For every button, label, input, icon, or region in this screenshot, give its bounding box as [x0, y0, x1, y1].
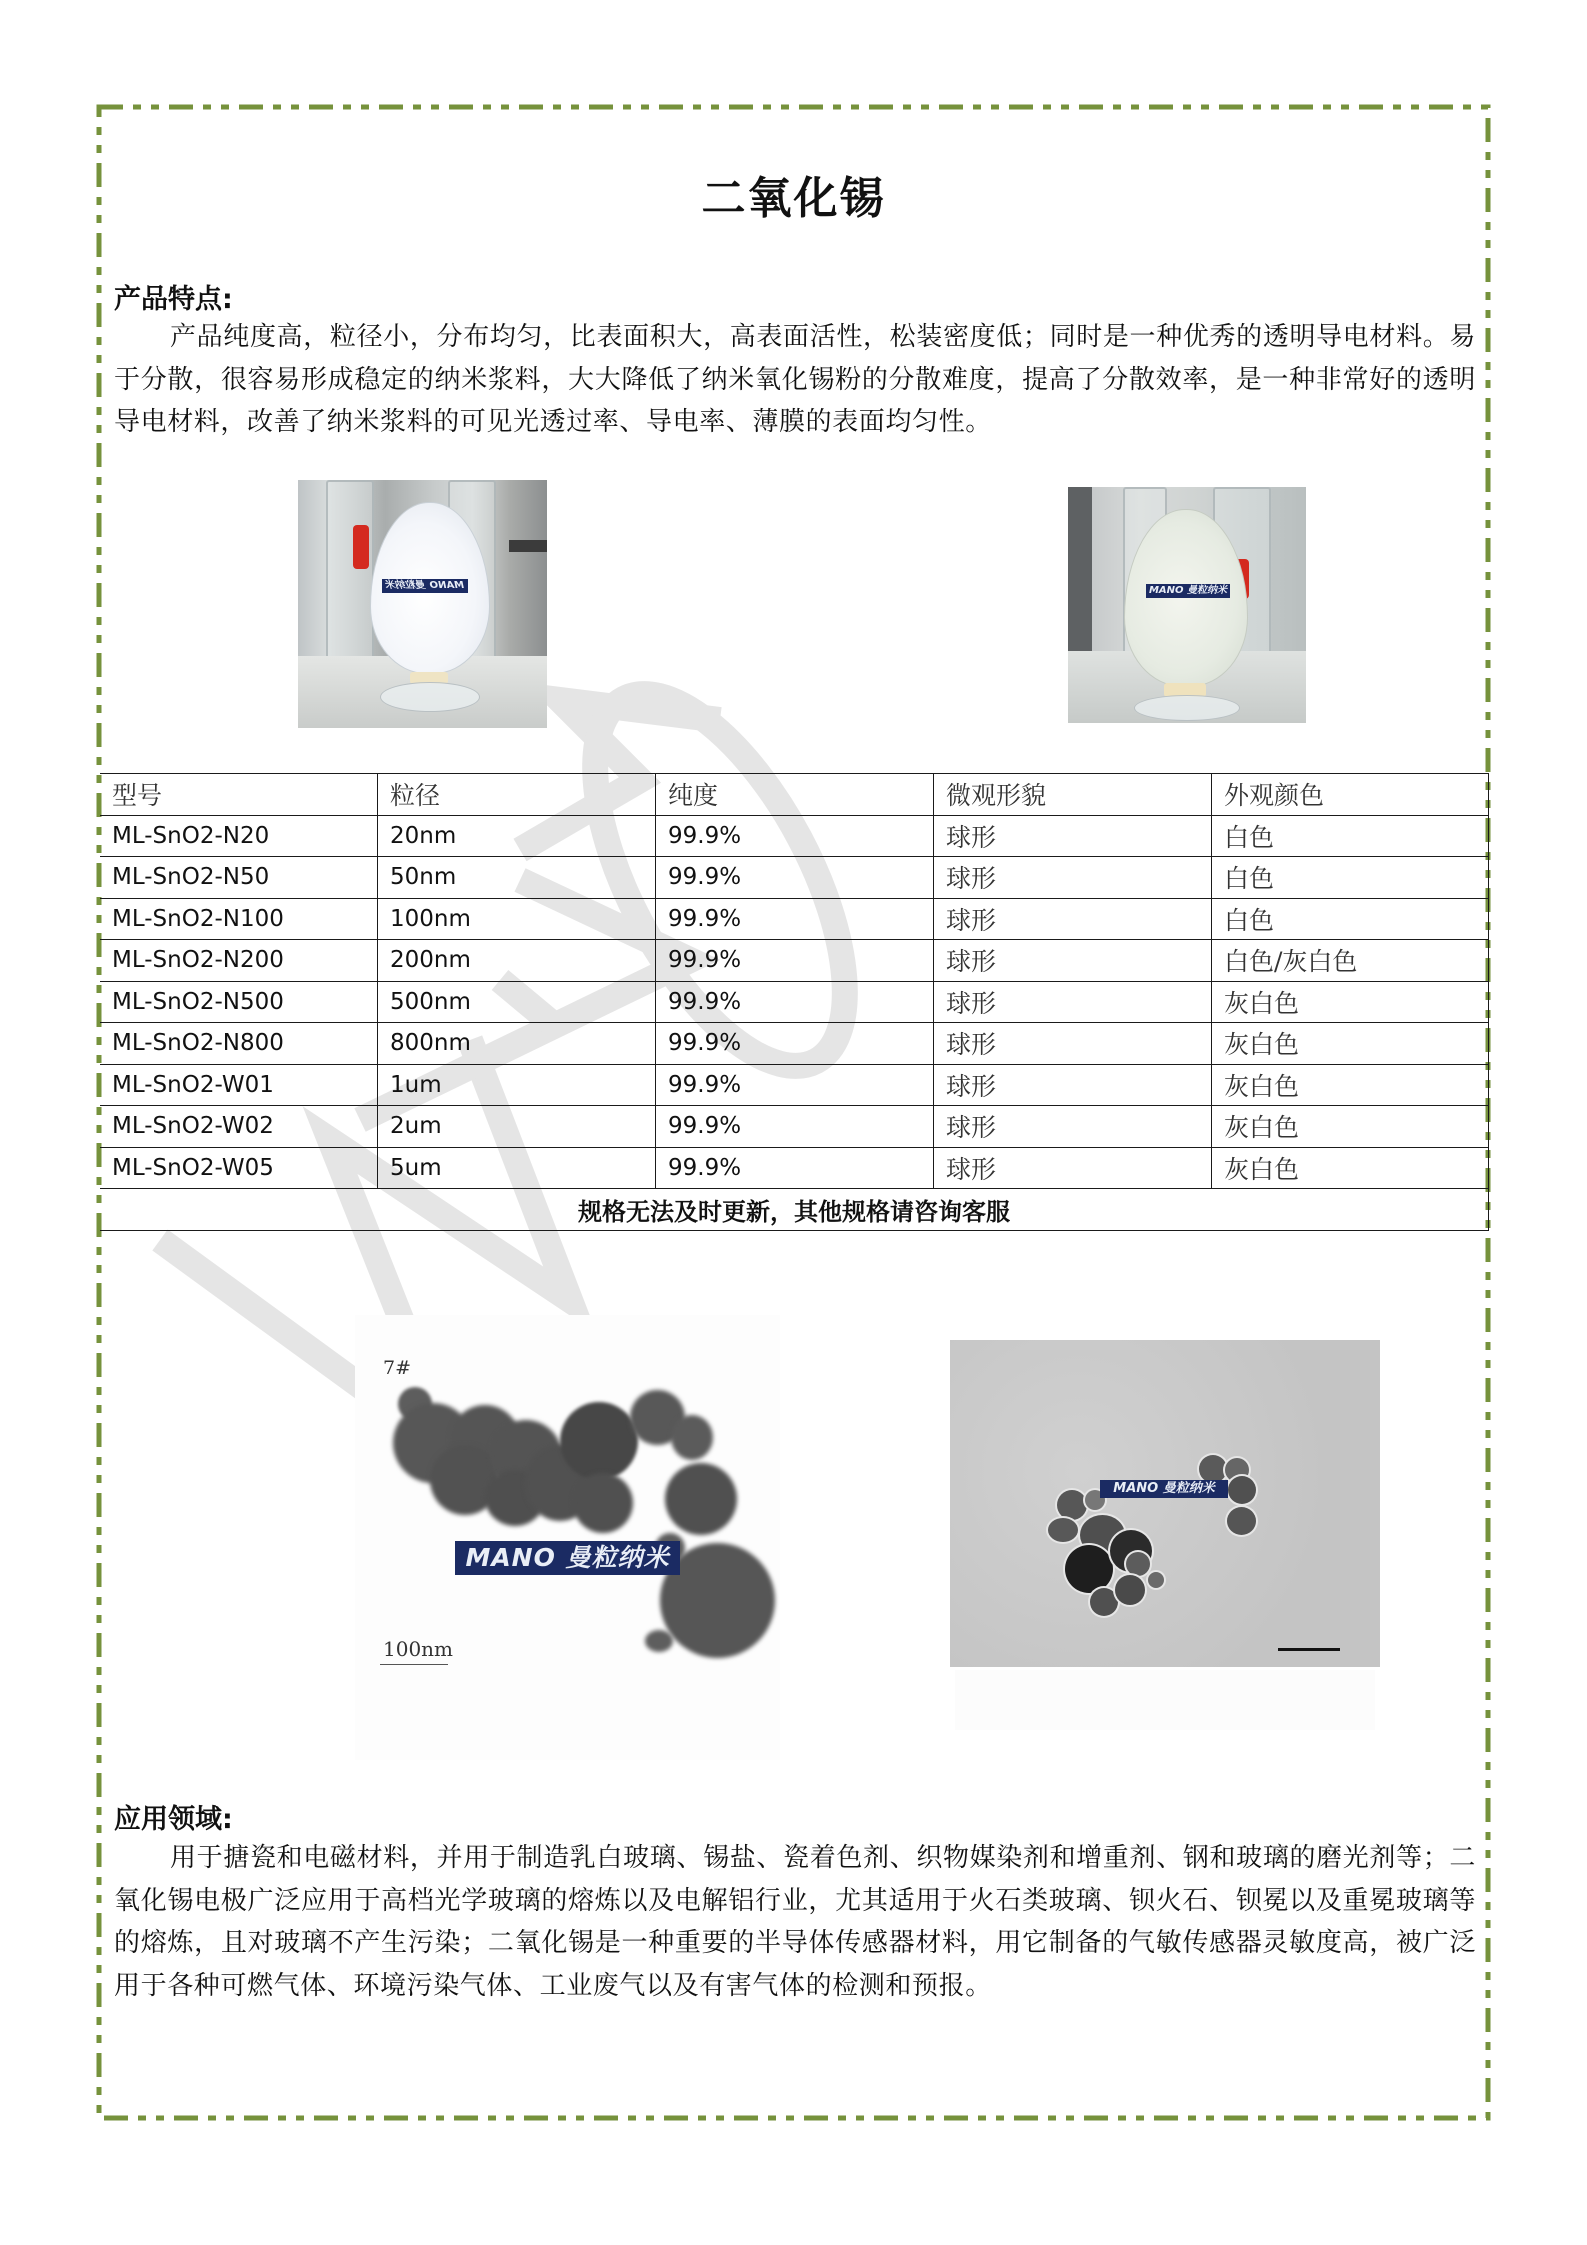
table-row	[100, 940, 1489, 982]
cell-purity: 99.9%	[656, 940, 934, 982]
scale-bar	[1278, 1648, 1340, 1651]
header-particle-size: 粒径	[378, 774, 656, 816]
applications-heading: 应用领域:	[114, 1804, 233, 1835]
tem-image-1	[355, 1315, 780, 1760]
spec-table	[100, 773, 1489, 1231]
cell-particle-size: 200nm	[378, 940, 656, 982]
cell-purity: 99.9%	[656, 815, 934, 857]
table-row	[100, 1064, 1489, 1106]
cell-color: 白色	[1212, 857, 1489, 899]
cell-particle-size: 100nm	[378, 898, 656, 940]
table-row	[100, 981, 1489, 1023]
cell-particle-size: 20nm	[378, 815, 656, 857]
table-row	[100, 1147, 1489, 1189]
cell-model: ML-SnO2-W01	[100, 1064, 378, 1106]
tem-watermark: MANO 曼粒纳米	[1100, 1480, 1228, 1498]
cell-model: ML-SnO2-N800	[100, 1023, 378, 1065]
cell-color: 灰白色	[1212, 981, 1489, 1023]
cell-color: 灰白色	[1212, 1023, 1489, 1065]
header-model: 型号	[100, 774, 378, 816]
table-note-row	[100, 1189, 1489, 1231]
product-photo-1	[298, 480, 547, 728]
header-appearance-color: 外观颜色	[1212, 774, 1489, 816]
table-row	[100, 1106, 1489, 1148]
cell-particle-size: 500nm	[378, 981, 656, 1023]
tem-image-2-margin	[955, 1670, 1375, 1730]
header-purity: 纯度	[656, 774, 934, 816]
cell-morphology: 球形	[934, 1106, 1212, 1148]
features-paragraph: 产品纯度高，粒径小，分布均匀，比表面积大，高表面活性，松装密度低；同时是一种优秀的透明导电材料。易于分散，很容易形成稳定的纳米浆料，大大降低了纳米氧化锡粉的分散难度，提高了分散效率，是一种非常好的透明导电材料，改善了纳米浆料的可见光透过率、导电率、薄膜的表面均匀性。	[114, 322, 1476, 437]
header-morphology: 微观形貌	[934, 774, 1212, 816]
cell-model: ML-SnO2-N200	[100, 940, 378, 982]
scale-bar	[380, 1664, 448, 1665]
cell-model: ML-SnO2-N500	[100, 981, 378, 1023]
cell-particle-size: 1um	[378, 1064, 656, 1106]
cell-purity: 99.9%	[656, 857, 934, 899]
cell-purity: 99.9%	[656, 898, 934, 940]
scale-label: 100nm	[383, 1637, 454, 1661]
cell-morphology: 球形	[934, 1064, 1212, 1106]
table-row	[100, 857, 1489, 899]
cell-particle-size: 50nm	[378, 857, 656, 899]
cell-morphology: 球形	[934, 981, 1212, 1023]
cell-morphology: 球形	[934, 1023, 1212, 1065]
cell-purity: 99.9%	[656, 1147, 934, 1189]
cell-purity: 99.9%	[656, 1023, 934, 1065]
sample-label: 7#	[383, 1357, 412, 1379]
tem-image-2	[950, 1340, 1380, 1667]
cell-model: ML-SnO2-N100	[100, 898, 378, 940]
table-row	[100, 1023, 1489, 1065]
cell-purity: 99.9%	[656, 1064, 934, 1106]
applications-paragraph: 用于搪瓷和电磁材料，并用于制造乳白玻璃、锡盐、瓷着色剂、织物媒染剂和增重剂、钢和玻璃的磨光剂等；二氧化锡电极广泛应用于高档光学玻璃的熔炼以及电解铝行业，尤其适用于火石类玻璃、钡火石、钡冕以及重冕玻璃等的熔炼，且对玻璃不产生污染；二氧化锡是一种重要的半导体传感器材料，用它制备的气敏传感器灵敏度高，被广泛用于各种可燃气体、环境污染气体、工业废气以及有害气体的检测和预报。	[114, 1843, 1476, 2001]
page-title: 二氧化锡	[701, 173, 886, 224]
cell-morphology: 球形	[934, 1147, 1212, 1189]
cell-color: 白色	[1212, 815, 1489, 857]
cell-particle-size: 2um	[378, 1106, 656, 1148]
product-label: MANO 曼粒纳米	[382, 579, 468, 593]
table-header-row	[100, 774, 1489, 816]
table-row	[100, 815, 1489, 857]
cell-model: ML-SnO2-N50	[100, 857, 378, 899]
cell-color: 白色	[1212, 898, 1489, 940]
cell-morphology: 球形	[934, 898, 1212, 940]
cell-color: 灰白色	[1212, 1147, 1489, 1189]
cell-particle-size: 5um	[378, 1147, 656, 1189]
cell-model: ML-SnO2-W02	[100, 1106, 378, 1148]
cell-particle-size: 800nm	[378, 1023, 656, 1065]
cell-purity: 99.9%	[656, 981, 934, 1023]
product-label: MANO 曼粒纳米	[1146, 584, 1230, 598]
cell-model: ML-SnO2-N20	[100, 815, 378, 857]
cell-morphology: 球形	[934, 940, 1212, 982]
cell-color: 灰白色	[1212, 1106, 1489, 1148]
cell-morphology: 球形	[934, 857, 1212, 899]
cell-color: 灰白色	[1212, 1064, 1489, 1106]
features-heading: 产品特点:	[114, 284, 233, 315]
cell-purity: 99.9%	[656, 1106, 934, 1148]
cell-morphology: 球形	[934, 815, 1212, 857]
table-note: 规格无法及时更新，其他规格请咨询客服	[100, 1189, 1489, 1231]
cell-color: 白色/灰白色	[1212, 940, 1489, 982]
product-photo-2	[1068, 487, 1306, 723]
cell-model: ML-SnO2-W05	[100, 1147, 378, 1189]
table-row	[100, 898, 1489, 940]
tem-watermark: MANO 曼粒纳米	[455, 1541, 680, 1575]
